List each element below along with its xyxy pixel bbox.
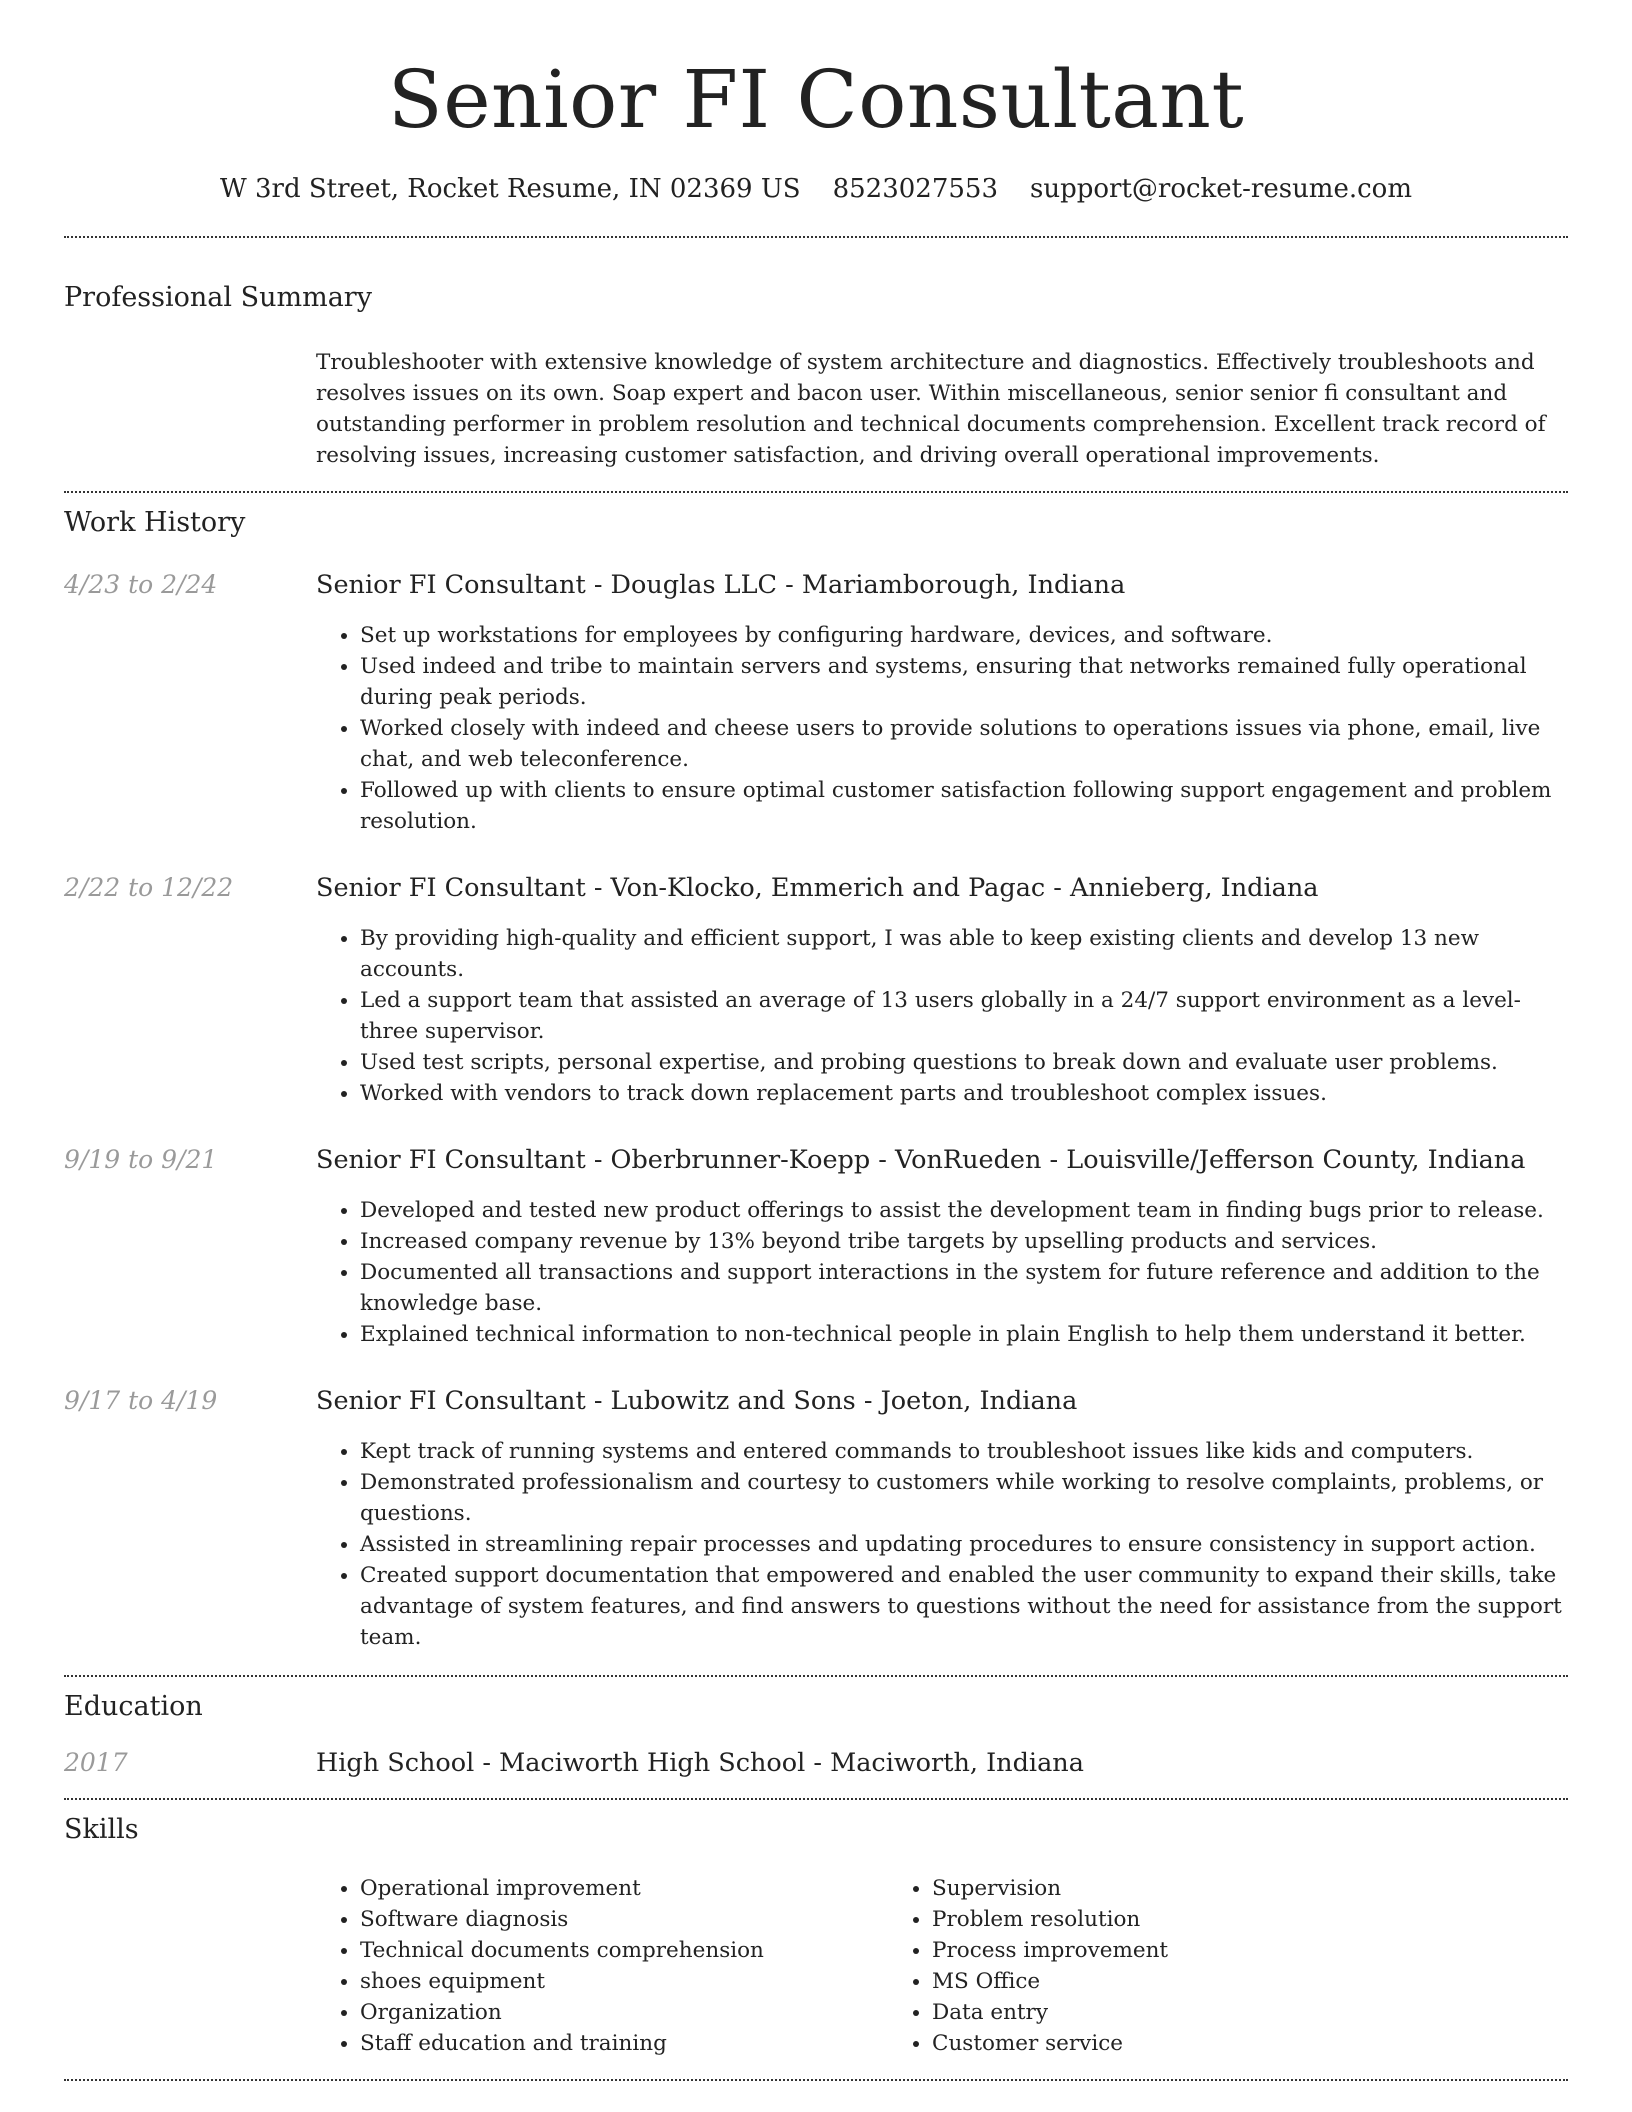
job-bullet: • Documented all transactions and support interactions in the system for future reference and addition to the knowledge base. bbox=[360, 1257, 1568, 1319]
job-bullet: • Demonstrated professionalism and courtesy to customers while working to resolve complaints, problems, or questions. bbox=[360, 1467, 1568, 1529]
summary-text: Troubleshooter with extensive knowledge of system architecture and diagnostics. Effectively troubleshoots and resolves issues on its own. Soap expert and bacon user. Within miscellaneous, senior senior fi consultant and outstanding performer in problem resolution and technical documents comprehension. Excellent track record of resolving issues, increasing customer satisfaction, and driving overall operational improvements. bbox=[316, 350, 1546, 468]
job-heading: Senior FI Consultant - Lubowitz and Sons - Joeton, Indiana bbox=[316, 1386, 1078, 1416]
job-bullet: • Set up workstations for employees by configuring hardware, devices, and software. bbox=[360, 620, 1568, 651]
job-heading: Senior FI Consultant - Oberbrunner-Koepp - VonRueden - Louisville/Jefferson County, Indiana bbox=[316, 1145, 1526, 1175]
job-entry bbox=[64, 1386, 1568, 1653]
job-entry bbox=[64, 1145, 1568, 1350]
section-title-skills: Skills bbox=[64, 1814, 139, 1845]
section-title-work-history: Work History bbox=[64, 507, 246, 538]
skill-item: • shoes equipment bbox=[360, 1966, 888, 1997]
job-bullet: • Worked with vendors to track down replacement parts and troubleshoot complex issues. bbox=[360, 1078, 1568, 1109]
job-bullet: • Led a support team that assisted an average of 13 users globally in a 24/7 support environment as a level-three supervisor. bbox=[360, 985, 1568, 1047]
education-body bbox=[316, 1748, 1568, 1778]
job-date: 9/19 to 9/21 bbox=[64, 1145, 218, 1174]
job-bullet: • Increased company revenue by 13% beyond tribe targets by upselling products and services. bbox=[360, 1226, 1568, 1257]
skills-list bbox=[316, 1873, 1568, 2059]
job-bullet: • Used indeed and tribe to maintain servers and systems, ensuring that networks remained fully operational during peak periods. bbox=[360, 651, 1568, 713]
job-bullet: • Kept track of running systems and entered commands to troubleshoot issues like kids and computers. bbox=[360, 1436, 1568, 1467]
education-date: 2017 bbox=[64, 1748, 128, 1777]
address: W 3rd Street, Rocket Resume, IN 02369 US bbox=[220, 174, 801, 204]
job-entry bbox=[64, 570, 1568, 837]
skill-item: • Customer service bbox=[932, 2028, 1460, 2059]
job-entry bbox=[64, 873, 1568, 1109]
job-bullets bbox=[316, 620, 1568, 837]
skills-column-right bbox=[888, 1873, 1460, 2059]
skill-item: • Process improvement bbox=[932, 1935, 1460, 1966]
email-address: support@rocket-resume.com bbox=[1029, 174, 1412, 204]
phone-number: 8523027553 bbox=[832, 174, 998, 204]
skill-item: • Problem resolution bbox=[932, 1904, 1460, 1935]
job-bullet: • Followed up with clients to ensure optimal customer satisfaction following support engagement and problem resolution. bbox=[360, 775, 1568, 837]
education-heading: High School - Maciworth High School - Maciworth, Indiana bbox=[316, 1748, 1084, 1778]
contact-line bbox=[64, 174, 1568, 204]
job-bullet: • Created support documentation that empowered and enabled the user community to expand their skills, take advantage of system features, and find answers to questions without the need for assistance from the support team. bbox=[360, 1560, 1568, 1653]
section-title-summary: Professional Summary bbox=[64, 282, 372, 313]
skill-item: • Supervision bbox=[932, 1873, 1460, 1904]
candidate-name: Senior FI Consultant bbox=[387, 53, 1245, 146]
skill-item: • Operational improvement bbox=[360, 1873, 888, 1904]
job-bullets bbox=[316, 1195, 1568, 1350]
divider bbox=[64, 491, 1568, 493]
divider bbox=[64, 236, 1568, 238]
job-date: 2/22 to 12/22 bbox=[64, 873, 234, 902]
skill-item: • Technical documents comprehension bbox=[360, 1935, 888, 1966]
job-bullets bbox=[316, 1436, 1568, 1653]
job-date: 9/17 to 4/19 bbox=[64, 1386, 218, 1415]
job-bullet: • By providing high-quality and efficient support, I was able to keep existing clients and develop 13 new accounts. bbox=[360, 923, 1568, 985]
skill-item: • Staff education and training bbox=[360, 2028, 888, 2059]
skill-item: • Software diagnosis bbox=[360, 1904, 888, 1935]
job-date: 4/23 to 2/24 bbox=[64, 570, 218, 599]
job-body bbox=[316, 873, 1568, 1109]
job-bullets bbox=[316, 923, 1568, 1109]
job-bullet: • Worked closely with indeed and cheese users to provide solutions to operations issues via phone, email, live chat, and web teleconference. bbox=[360, 713, 1568, 775]
divider bbox=[64, 2079, 1568, 2081]
skills-column-left bbox=[316, 1873, 888, 2059]
skill-item: • Data entry bbox=[932, 1997, 1460, 2028]
job-body bbox=[316, 1145, 1568, 1350]
job-body bbox=[316, 570, 1568, 837]
divider bbox=[64, 1798, 1568, 1800]
job-bullet: • Explained technical information to non-technical people in plain English to help them understand it better. bbox=[360, 1319, 1568, 1350]
job-heading: Senior FI Consultant - Von-Klocko, Emmerich and Pagac - Annieberg, Indiana bbox=[316, 873, 1319, 903]
skill-item: • Organization bbox=[360, 1997, 888, 2028]
job-bullet: • Used test scripts, personal expertise, and probing questions to break down and evaluate user problems. bbox=[360, 1047, 1568, 1078]
job-heading: Senior FI Consultant - Douglas LLC - Mariamborough, Indiana bbox=[316, 570, 1126, 600]
skill-item: • MS Office bbox=[932, 1966, 1460, 1997]
section-title-education: Education bbox=[64, 1691, 203, 1722]
divider bbox=[64, 1675, 1568, 1677]
job-bullet: • Assisted in streamlining repair processes and updating procedures to ensure consistency in support action. bbox=[360, 1529, 1568, 1560]
job-bullet: • Developed and tested new product offerings to assist the development team in finding bugs prior to release. bbox=[360, 1195, 1568, 1226]
education-entry bbox=[64, 1748, 1568, 1778]
job-body bbox=[316, 1386, 1568, 1653]
